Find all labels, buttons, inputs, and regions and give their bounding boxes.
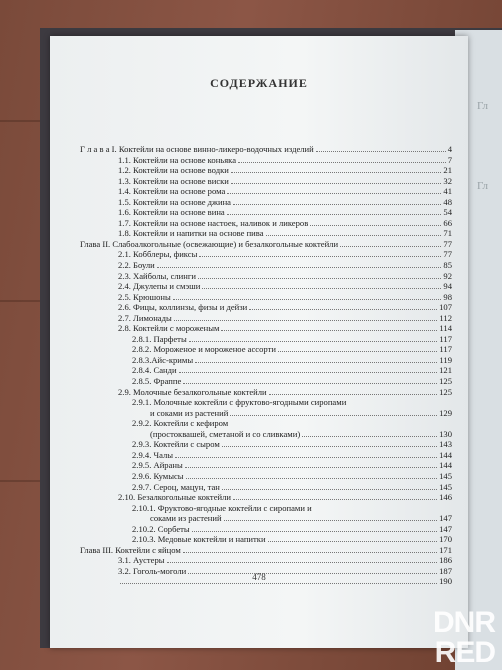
toc-leader-dots xyxy=(120,583,437,584)
toc-entry xyxy=(80,176,452,187)
toc-entry xyxy=(80,344,452,355)
toc-leader-dots xyxy=(222,446,437,447)
toc-leader-dots xyxy=(195,362,437,363)
toc-entry-title: 2.9.5. Айраны xyxy=(132,460,183,471)
toc-entry-page: 32 xyxy=(443,175,452,186)
toc-entry-title: 2.8. Коктейли с мороженым xyxy=(118,323,220,334)
toc-leader-dots xyxy=(302,436,437,437)
toc-leader-dots xyxy=(231,183,441,184)
page-number: 478 xyxy=(252,572,266,582)
toc-entry-title: и соками из растений xyxy=(150,407,229,418)
toc-entry xyxy=(80,197,452,208)
toc-entry-title: 2.8.2. Мороженое и мороженое ассорти xyxy=(132,344,276,355)
toc-entry xyxy=(80,460,452,471)
toc-entry-title: 2.9. Молочные безалкогольные коктейли xyxy=(118,386,267,397)
toc-entry-page: 21 xyxy=(443,165,452,176)
toc-entry-title: 1.4. Коктейли на основе рома xyxy=(118,186,226,197)
toc-entry-title: 3.1. Аустеры xyxy=(118,555,165,566)
toc-entry-page: 77 xyxy=(443,249,452,260)
toc-entry-title: 2.9.1. Молочные коктейли с фруктово-ягодными сиропами xyxy=(132,397,347,408)
toc-entry-page: 66 xyxy=(443,217,452,228)
watermark-line: DNR xyxy=(433,606,495,639)
toc-entry-title: соками из растений xyxy=(150,513,222,524)
toc-entry-title: 2.2. Боули xyxy=(118,260,155,271)
toc-entry-page: 170 xyxy=(439,534,452,545)
toc-leader-dots xyxy=(222,489,437,490)
toc-entry xyxy=(80,218,452,229)
toc-entry xyxy=(80,249,452,260)
toc-entry-title: 1.8. Коктейли и напитки на основе пива xyxy=(118,228,264,239)
toc-entry-page: 145 xyxy=(439,470,452,481)
toc-leader-dots xyxy=(221,330,437,331)
toc-entry xyxy=(80,302,452,313)
toc-leader-dots xyxy=(202,288,441,289)
toc-entry-page: 54 xyxy=(443,207,452,218)
toc-entry-page: 147 xyxy=(439,523,452,534)
toc-entry-page: 7 xyxy=(447,154,452,165)
toc-entry-title: 1.3. Коктейли на основе виски xyxy=(118,175,229,186)
toc-entry-title: 2.9.7. Сероц, мацун, тан xyxy=(132,481,220,492)
adjacent-page-text: Гл xyxy=(477,180,489,192)
toc-entry xyxy=(80,260,452,271)
page-title: СОДЕРЖАНИЕ xyxy=(210,76,308,90)
toc-leader-dots xyxy=(233,499,437,500)
toc-entry xyxy=(80,281,452,292)
toc-entry-title: 2.10.1. Фруктово-ягодные коктейли с сиропами и xyxy=(132,502,312,513)
toc-leader-dots xyxy=(316,151,446,152)
toc-entry-title: Глава II. Слабоалкогольные (освежающие) и безалкогольные коктейли xyxy=(80,238,339,249)
toc-entry-page: 129 xyxy=(439,407,452,418)
toc-entry xyxy=(80,418,452,429)
toc-entry-page: 171 xyxy=(439,544,452,555)
toc-entry xyxy=(80,429,452,440)
toc-leader-dots xyxy=(179,372,437,373)
toc-entry-page: 130 xyxy=(439,428,452,439)
toc-entry-page: 121 xyxy=(439,365,452,376)
toc-leader-dots xyxy=(266,235,441,236)
toc-entry-page: 186 xyxy=(439,555,452,566)
toc-leader-dots xyxy=(231,172,441,173)
toc-entry-page: 94 xyxy=(443,281,452,292)
book-page xyxy=(50,36,468,648)
toc-entry xyxy=(80,355,452,366)
toc-entry-page: 146 xyxy=(439,492,452,503)
toc-entry-title: 2.9.6. Кумысы xyxy=(132,470,184,481)
toc-leader-dots xyxy=(192,531,437,532)
toc-entry-title: 2.3. Хайболы, слинги xyxy=(118,270,196,281)
toc-entry-page: 119 xyxy=(439,354,452,365)
toc-entry-title: 2.7. Лимонады xyxy=(118,312,172,323)
toc-leader-dots xyxy=(224,520,437,521)
toc-entry xyxy=(80,239,452,250)
toc-entry-title: 1.7. Коктейли на основе настоек, наливок и ликеров xyxy=(118,217,309,228)
toc-entry-page: 117 xyxy=(439,333,452,344)
toc-entry xyxy=(80,387,452,398)
toc-entry-title: 2.8.1. Парфеты xyxy=(132,333,187,344)
toc-leader-dots xyxy=(183,552,437,553)
toc-entry-title: 2.9.2. Коктейли с кефиром xyxy=(132,418,229,429)
toc-entry-title: 2.6. Фицы, коллинзы, физы и дейзи xyxy=(118,302,248,313)
toc-entry xyxy=(80,165,452,176)
toc-entry xyxy=(80,228,452,239)
toc-entry-title: 2.8.5. Фраппе xyxy=(132,376,182,387)
toc-entry xyxy=(80,334,452,345)
toc-entry xyxy=(80,503,452,514)
toc-entry xyxy=(80,513,452,524)
toc-entry xyxy=(80,397,452,408)
toc-entry xyxy=(80,186,452,197)
toc-leader-dots xyxy=(157,267,441,268)
toc-entry-page: 4 xyxy=(447,144,452,154)
toc-entry-page: 85 xyxy=(443,260,452,271)
toc-leader-dots xyxy=(268,541,437,542)
toc-entry-page: 107 xyxy=(439,302,452,313)
toc-entry xyxy=(80,155,452,166)
toc-entry-title: (простоквашей, сметаной и со сливками) xyxy=(150,428,301,439)
toc-entry xyxy=(80,534,452,545)
toc-entry xyxy=(80,144,452,155)
toc-leader-dots xyxy=(269,394,437,395)
toc-leader-dots xyxy=(175,457,437,458)
toc-entry-page: 48 xyxy=(443,196,452,207)
toc-entry xyxy=(80,313,452,324)
toc-entry-title: 1.1. Коктейли на основе коньяка xyxy=(118,154,237,165)
toc-entry xyxy=(80,271,452,282)
toc-leader-dots xyxy=(227,193,441,194)
toc-entry-title: 3.2. Гоголь-моголи xyxy=(118,565,187,576)
toc-leader-dots xyxy=(238,162,446,163)
toc-entry xyxy=(80,292,452,303)
toc-leader-dots xyxy=(173,299,441,300)
toc-entry-page: 190 xyxy=(439,576,452,587)
toc-entry-page: 144 xyxy=(439,449,452,460)
toc-leader-dots xyxy=(249,309,437,310)
toc-entry-page: 147 xyxy=(439,513,452,524)
toc-entry-title: Глава III. Коктейли с яйцом xyxy=(80,544,181,555)
toc-leader-dots xyxy=(198,278,441,279)
watermark-line: RED xyxy=(434,636,495,669)
toc-entry-title: 2.9.4. Чалы xyxy=(132,449,174,460)
toc-entry-title: 2.8.4. Санди xyxy=(132,365,177,376)
toc-entry-title: Г л а в а I. Коктейли на основе винно-ликеро-водочных изделий xyxy=(80,144,314,154)
toc-leader-dots xyxy=(310,225,441,226)
toc-entry xyxy=(80,482,452,493)
toc-entry xyxy=(80,524,452,535)
toc-entry-page: 71 xyxy=(443,228,452,239)
toc-leader-dots xyxy=(199,256,441,257)
toc-entry-page: 98 xyxy=(443,291,452,302)
toc-leader-dots xyxy=(183,383,437,384)
toc-entry-title: 2.1. Кобблеры, фиксы xyxy=(118,249,198,260)
toc-entry-page: 125 xyxy=(439,376,452,387)
table-of-contents xyxy=(80,144,452,587)
toc-leader-dots xyxy=(185,467,437,468)
toc-leader-dots xyxy=(227,214,441,215)
toc-entry-page: 125 xyxy=(439,386,452,397)
toc-entry xyxy=(80,492,452,503)
toc-entry-title: 2.10.2. Сорбеты xyxy=(132,523,190,534)
toc-entry xyxy=(80,207,452,218)
toc-entry-title: 1.5. Коктейли на основе джина xyxy=(118,196,231,207)
toc-entry-page: 112 xyxy=(439,312,452,323)
toc-entry xyxy=(80,365,452,376)
toc-entry-page: 92 xyxy=(443,270,452,281)
toc-entry-title: 2.10.3. Медовые коктейли и напитки xyxy=(132,534,266,545)
toc-leader-dots xyxy=(186,478,437,479)
toc-entry-page: 41 xyxy=(443,186,452,197)
toc-entry-page: 145 xyxy=(439,481,452,492)
toc-entry-title: 1.2. Коктейли на основе водки xyxy=(118,165,229,176)
toc-entry xyxy=(80,323,452,334)
toc-entry-title: 2.4. Джулепы и смэши xyxy=(118,281,201,292)
toc-entry xyxy=(80,439,452,450)
toc-entry xyxy=(80,471,452,482)
toc-leader-dots xyxy=(167,562,437,563)
toc-leader-dots xyxy=(278,351,437,352)
toc-entry-title: 2.9.3. Коктейли с сыром xyxy=(132,439,220,450)
toc-entry-title: 2.8.3.Айс-кримы xyxy=(132,354,194,365)
toc-entry-page: 187 xyxy=(439,565,452,576)
toc-entry-title: 1.6. Коктейли на основе вина xyxy=(118,207,225,218)
toc-entry xyxy=(80,376,452,387)
adjacent-page-text: Гл xyxy=(477,100,489,112)
toc-leader-dots xyxy=(230,415,437,416)
toc-entry-page: 144 xyxy=(439,460,452,471)
watermark-logo xyxy=(415,608,495,668)
toc-entry-title: 2.10. Безалкогольные коктейли xyxy=(118,492,231,503)
toc-entry-page: 77 xyxy=(443,238,452,249)
toc-entry-page: 117 xyxy=(439,344,452,355)
toc-entry-page: 143 xyxy=(439,439,452,450)
toc-entry-page: 114 xyxy=(439,323,452,334)
toc-leader-dots xyxy=(340,246,441,247)
toc-leader-dots xyxy=(233,204,441,205)
toc-entry-title: 2.5. Крюшоны xyxy=(118,291,171,302)
toc-entry xyxy=(80,545,452,556)
toc-leader-dots xyxy=(189,341,437,342)
toc-leader-dots xyxy=(174,320,437,321)
toc-entry xyxy=(80,408,452,419)
toc-entry xyxy=(80,450,452,461)
toc-entry xyxy=(80,555,452,566)
